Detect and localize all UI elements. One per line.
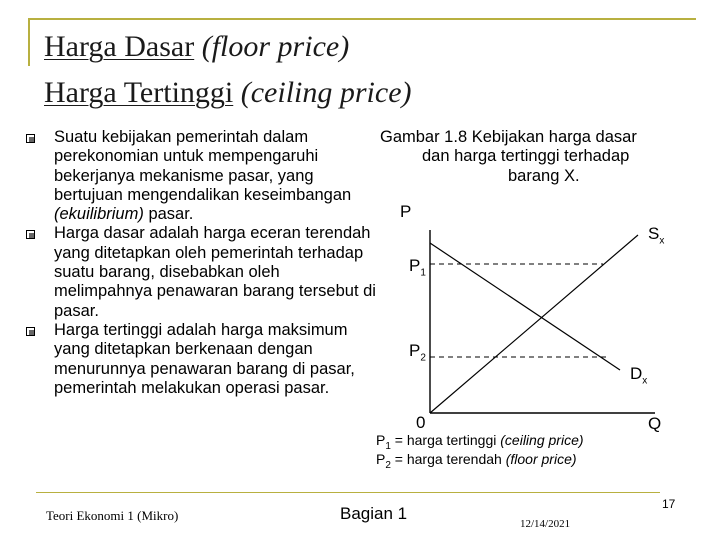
bullet-text: Suatu kebijakan pemerintah dalam perekonomian untuk mempengaruhi bekerjanya mekanisme pasar, yang bertujuan mengendalikan keseimbangan [54, 128, 352, 204]
supply-curve [430, 235, 638, 413]
bullet-text-end: pasar. [143, 205, 194, 224]
floor-price-label-sub: 2 [420, 352, 426, 364]
title-line-1 [44, 30, 349, 64]
legend-text-em: (ceiling price) [500, 432, 584, 448]
bullet-square-icon [26, 134, 35, 143]
ceiling-price-label-main: P [409, 256, 421, 275]
bullet-item-policy [26, 128, 376, 224]
demand-label [630, 364, 647, 386]
legend-symbol-sub: 1 [385, 440, 391, 452]
figure-caption [376, 128, 716, 186]
caption-line-3: barang X. [508, 166, 580, 185]
supply-label-main: S [648, 224, 660, 243]
footer-divider [36, 492, 660, 493]
bullet-text: Harga tertinggi adalah harga maksimum yang ditetapkan berkenaan dengan menurunnya penawaran barang di pasar, pemerintah melakukan operasi pasar. [54, 320, 355, 397]
legend-ceiling-price [376, 432, 584, 452]
title-line-2 [44, 76, 412, 110]
bullet-text: Harga dasar adalah harga eceran terendah yang ditetapkan oleh pemerintah terhadap suatu barang, disebabkan oleh melimpahnya penawaran barang tersebut di pasar. [54, 224, 376, 320]
frame-line-horizontal [28, 18, 696, 20]
legend-floor-price [376, 451, 577, 471]
footer-course-title: Teori Ekonomi 1 (Mikro) [46, 508, 179, 523]
legend-text: = harga terendah [390, 451, 506, 467]
title-ceiling-price: Harga Tertinggi [44, 76, 234, 109]
axis-label-p: P [400, 202, 412, 221]
supply-label [648, 224, 664, 246]
caption-line-2: dan harga tertinggi terhadap [422, 147, 630, 166]
demand-label-main: D [630, 364, 643, 383]
legend-symbol: P [376, 451, 386, 467]
ceiling-price-label [409, 256, 426, 278]
demand-label-sub: x [642, 375, 648, 387]
page-number: 17 [662, 497, 676, 511]
bullet-list [26, 128, 376, 398]
bullet-square-icon [26, 327, 35, 336]
legend-symbol: P [376, 432, 386, 448]
title-floor-price-en: (floor price) [201, 30, 350, 63]
floor-price-label [409, 341, 426, 363]
bullet-square-icon [26, 230, 35, 239]
bullet-item-floor-price [26, 224, 376, 320]
ceiling-price-label-sub: 1 [420, 267, 426, 279]
footer-date: 12/14/2021 [520, 518, 571, 530]
title-ceiling-price-en: (ceiling price) [240, 76, 412, 109]
demand-curve [430, 243, 620, 370]
axis-label-q: Q [648, 414, 662, 433]
bullet-text-em: (ekuilibrium) [54, 205, 144, 224]
bullet-item-ceiling-price [26, 321, 376, 398]
caption-line-1: Gambar 1.8 Kebijakan harga dasar [380, 128, 637, 146]
legend-text-em: (floor price) [505, 451, 577, 467]
title-floor-price: Harga Dasar [44, 30, 195, 63]
legend-text: = harga tertinggi [390, 432, 501, 448]
frame-line-vertical [28, 18, 30, 66]
legend-symbol-sub: 2 [385, 459, 391, 471]
footer-section: Bagian 1 [340, 504, 408, 523]
floor-price-label-main: P [409, 341, 421, 360]
supply-label-sub: x [659, 235, 665, 247]
supply-demand-diagram [370, 195, 670, 425]
origin-label: 0 [416, 413, 426, 432]
